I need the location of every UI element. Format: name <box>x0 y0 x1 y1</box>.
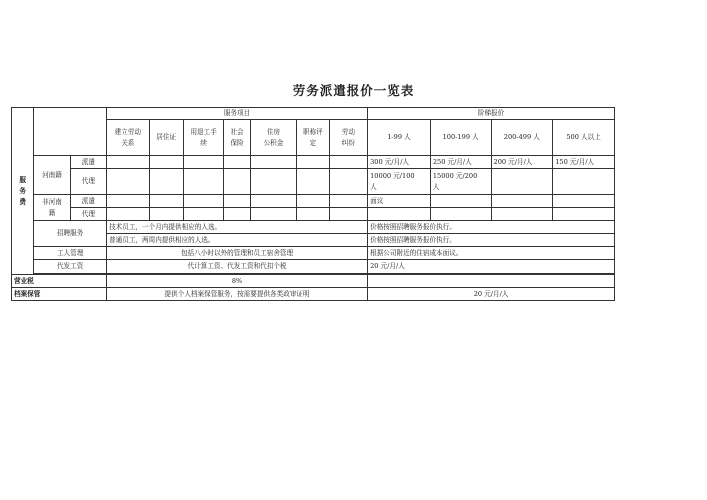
tier-price-header: 阶梯报价 <box>368 108 615 120</box>
item-employment-procedure: 用退工手 续 <box>183 120 223 156</box>
tax-value: 8% <box>107 275 368 288</box>
archive-row <box>12 288 615 301</box>
management-row <box>12 247 615 260</box>
payroll-desc: 代计算工资、代发工资和代扣个税 <box>107 260 368 274</box>
payroll-row <box>12 260 615 274</box>
recruit-price: 价格按照招聘服务报价执行。 <box>368 234 615 247</box>
service-fee-label: 服 务 费 <box>12 108 34 275</box>
header-blank <box>34 108 107 156</box>
price-cell: 300 元/月/人 <box>368 156 431 169</box>
item-labor-dispute: 劳动 纠纷 <box>329 120 368 156</box>
recruit-desc: 普通员工，两周内提供相应的人选。 <box>107 234 368 247</box>
management-desc: 包括八小时以外的管理和员工宿舍管理 <box>107 247 368 260</box>
non-henan-agent-row <box>12 208 615 221</box>
non-henan-dispatch-row <box>12 195 615 208</box>
recruit-label: 招聘服务 <box>34 221 107 247</box>
management-price: 根据公司附近的住宿成本面议。 <box>368 247 615 260</box>
region-henan: 河南籍 <box>34 156 70 195</box>
item-housing-fund: 住房 公积金 <box>250 120 297 156</box>
tax-label: 营业税 <box>12 275 107 288</box>
item-residence-permit: 居住证 <box>149 120 183 156</box>
recruit-row-1 <box>12 221 615 234</box>
tax-blank <box>368 275 615 288</box>
henan-agent-row <box>12 169 615 195</box>
henan-dispatch-row <box>12 156 615 169</box>
item-labor-relation: 建立劳动 关系 <box>107 120 149 156</box>
item-title-evaluation: 职称评 定 <box>297 120 329 156</box>
type-agent: 代理 <box>70 208 106 221</box>
tax-row <box>12 275 615 288</box>
header-row-1 <box>12 108 615 120</box>
recruit-price: 价格按照招聘服务报价执行。 <box>368 221 615 234</box>
price-negotiable: 面议 <box>368 195 431 208</box>
tier-2: 100-199 人 <box>430 120 491 156</box>
type-agent: 代理 <box>70 169 106 195</box>
price-cell: 150 元/月/人 <box>553 156 615 169</box>
archive-price: 20 元/月/人 <box>368 288 615 301</box>
tier-1: 1-99 人 <box>368 120 431 156</box>
management-label: 工人管理 <box>34 247 107 260</box>
type-dispatch: 派遣 <box>70 195 106 208</box>
type-dispatch: 派遣 <box>70 156 106 169</box>
price-cell: 200 元/月/人 <box>491 156 553 169</box>
item-social-insurance: 社会 保险 <box>224 120 250 156</box>
payroll-label: 代发工资 <box>34 260 107 274</box>
archive-label: 档案保管 <box>12 288 107 301</box>
region-non-henan: 非河南 籍 <box>34 195 70 221</box>
service-items-header: 服务项目 <box>107 108 368 120</box>
archive-desc: 提供个人档案保管服务，按需要提供各类政审证明 <box>107 288 368 301</box>
price-table <box>11 107 615 301</box>
tier-4: 500 人以上 <box>553 120 615 156</box>
page-title: 劳务派遣报价一览表 <box>292 83 415 98</box>
recruit-desc: 技术员工，一个月内提供相应的人选。 <box>107 221 368 234</box>
price-cell: 250 元/月/人 <box>430 156 491 169</box>
tier-3: 200-499 人 <box>491 120 553 156</box>
price-cell: 15000 元/200 人 <box>430 169 491 195</box>
payroll-price: 20 元/月/人 <box>368 260 615 274</box>
price-cell: 10000 元/100 人 <box>368 169 431 195</box>
